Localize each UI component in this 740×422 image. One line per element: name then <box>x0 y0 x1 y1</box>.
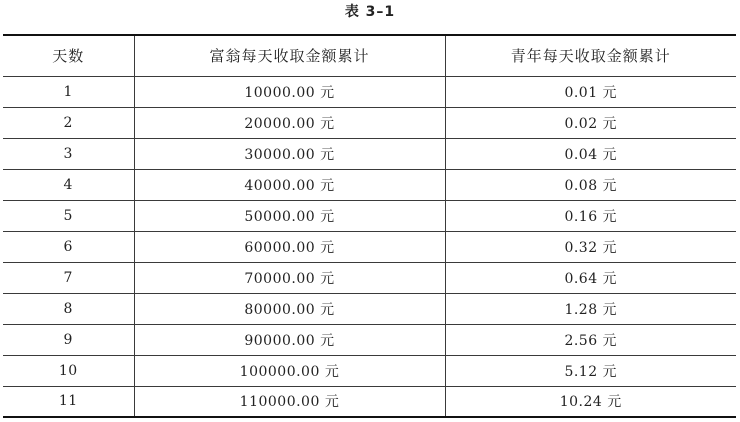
cell-day: 11 <box>3 386 134 417</box>
accumulation-table-container <box>3 34 736 418</box>
cell-young-man-amount: 0.01 元 <box>445 76 736 107</box>
cell-day: 2 <box>3 107 134 138</box>
table-row <box>3 355 736 386</box>
cell-day: 4 <box>3 169 134 200</box>
table-caption: 表 3–1 <box>344 4 396 20</box>
header-young-man-total: 青年每天收取金额累计 <box>445 35 736 76</box>
cell-young-man-amount: 0.64 元 <box>445 262 736 293</box>
cell-day: 6 <box>3 231 134 262</box>
cell-day: 7 <box>3 262 134 293</box>
table-row <box>3 324 736 355</box>
cell-rich-man-amount: 80000.00 元 <box>134 293 445 324</box>
table-header <box>3 35 736 76</box>
table-row <box>3 138 736 169</box>
cell-young-man-amount: 0.32 元 <box>445 231 736 262</box>
header-days: 天数 <box>3 35 134 76</box>
cell-rich-man-amount: 90000.00 元 <box>134 324 445 355</box>
cell-young-man-amount: 0.08 元 <box>445 169 736 200</box>
cell-day: 8 <box>3 293 134 324</box>
cell-young-man-amount: 5.12 元 <box>445 355 736 386</box>
table-row <box>3 386 736 417</box>
table-row <box>3 293 736 324</box>
cell-young-man-amount: 2.56 元 <box>445 324 736 355</box>
table-row <box>3 200 736 231</box>
cell-rich-man-amount: 110000.00 元 <box>134 386 445 417</box>
table-row <box>3 231 736 262</box>
cell-rich-man-amount: 30000.00 元 <box>134 138 445 169</box>
table-row <box>3 169 736 200</box>
cell-day: 9 <box>3 324 134 355</box>
cell-rich-man-amount: 70000.00 元 <box>134 262 445 293</box>
cell-young-man-amount: 0.04 元 <box>445 138 736 169</box>
cell-young-man-amount: 10.24 元 <box>445 386 736 417</box>
cell-day: 5 <box>3 200 134 231</box>
header-rich-man-total: 富翁每天收取金额累计 <box>134 35 445 76</box>
accumulation-table <box>3 34 736 418</box>
cell-rich-man-amount: 100000.00 元 <box>134 355 445 386</box>
table-row <box>3 262 736 293</box>
cell-young-man-amount: 0.02 元 <box>445 107 736 138</box>
table-body <box>3 76 736 417</box>
cell-rich-man-amount: 20000.00 元 <box>134 107 445 138</box>
cell-young-man-amount: 0.16 元 <box>445 200 736 231</box>
cell-rich-man-amount: 10000.00 元 <box>134 76 445 107</box>
cell-day: 3 <box>3 138 134 169</box>
cell-young-man-amount: 1.28 元 <box>445 293 736 324</box>
table-row <box>3 107 736 138</box>
cell-rich-man-amount: 60000.00 元 <box>134 231 445 262</box>
cell-day: 1 <box>3 76 134 107</box>
cell-rich-man-amount: 50000.00 元 <box>134 200 445 231</box>
table-row <box>3 76 736 107</box>
cell-day: 10 <box>3 355 134 386</box>
cell-rich-man-amount: 40000.00 元 <box>134 169 445 200</box>
header-row <box>3 35 736 76</box>
